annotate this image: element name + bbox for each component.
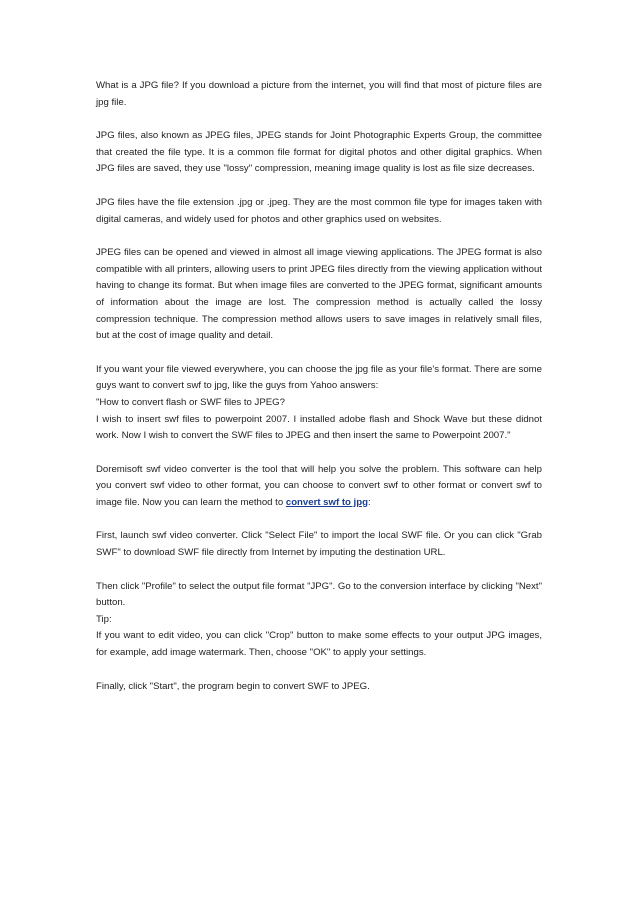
question-intro-text: If you want your file viewed everywhere, you can choose the jpg file as your file's format. There are some guys want to convert swf to jpg, like the guys from Yahoo answers: (96, 363, 542, 392)
step-two-text: Then click "Profile" to select the output file format "JPG". Go to the conversion interface by clicking "Next" button. (96, 580, 542, 609)
question-body-text: I wish to insert swf files to powerpoint 2007. I installed adobe flash and Shock Wave but these didnot work. Now I wish to convert the SWF files to JPEG and then insert the same to Powerpoint 2007." (96, 413, 542, 442)
converter-intro-colon: : (367, 496, 371, 508)
paragraph-step-one: First, launch swf video converter. Click "Select File" to import the local SWF file. Or you can click "Grab SWF" to download SWF file directly from Internet by imputing the destination URL. (96, 530, 542, 559)
paragraph-converter-intro (96, 462, 542, 512)
paragraph-jpg-definition: JPG files, also known as JPEG files, JPEG stands for Joint Photographic Experts Group, the committee that created the file type. It is a common file format for digital photos and other digital graphics. When JPG files are saved, they use "lossy" compression, meaning image quality is lost as file size decreases. (96, 130, 542, 175)
paragraph-jpeg-compatibility: JPEG files can be opened and viewed in almost all image viewing applications. The JPEG format is also compatible with all printers, allowing users to print JPEG files directly from the viewing application without having to change its format. But when image files are converted to the JPEG format, significant amounts of information about the image are lost. The compression method is actually called the lossy compression technique. The compression method allows users to save images in relatively small files, but at the cost of image quality and detail. (96, 247, 542, 342)
paragraph-step-two (96, 579, 542, 662)
converter-intro-text: Doremisoft swf video converter is the tool that will help you solve the problem. This software can help you convert swf video to other format, you can choose to convert swf to other format or convert swf to image file. Now you can learn the method to (96, 463, 542, 508)
paragraph-yahoo-question (96, 362, 542, 445)
tip-text: If you want to edit video, you can click "Crop" button to make some effects to your output JPG images, for example, add image watermark. Then, choose "OK" to apply your settings. (96, 630, 542, 659)
paragraph-step-final: Finally, click "Start", the program begin to convert SWF to JPEG. (96, 680, 370, 692)
paragraph-file-extension: JPG files have the file extension .jpg or .jpeg. They are the most common file type for images taken with digital cameras, and widely used for photos and other graphics used on websites. (96, 196, 542, 225)
convert-swf-to-jpg-link[interactable]: convert swf to jpg (285, 496, 368, 508)
paragraph-intro: What is a JPG file? If you download a picture from the internet, you will find that most of picture files are jpg file. (96, 80, 542, 108)
tip-label: Tip: (96, 613, 112, 625)
document-body (96, 78, 542, 712)
question-title-text: "How to convert flash or SWF files to JPEG? (96, 396, 285, 408)
